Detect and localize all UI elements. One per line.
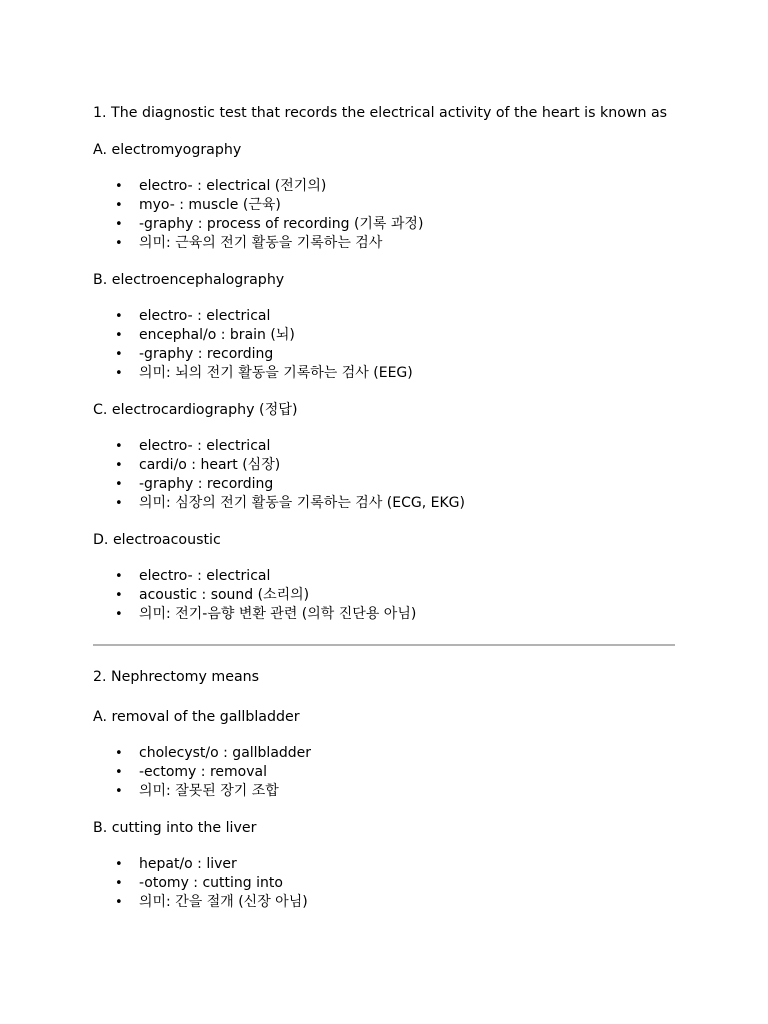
bullet-icon: •: [115, 746, 123, 761]
q1-option-b-terms: [93, 307, 693, 383]
bullet-icon: •: [115, 784, 123, 799]
term-text: -graphy : recording: [139, 476, 274, 492]
q1-option-d-terms: [93, 567, 693, 624]
list-item: [93, 177, 693, 196]
bullet-icon: •: [115, 876, 123, 891]
q2-option-b: B. cutting into the liver: [93, 820, 257, 836]
q1-option-b: B. electroencephalography: [93, 272, 285, 288]
list-item: [93, 586, 693, 605]
horizontal-divider: [93, 644, 675, 646]
term-text: myo- : muscle (근육): [139, 197, 281, 213]
term-text: -graphy : process of recording (기록 과정): [139, 216, 424, 232]
bullet-icon: •: [115, 366, 123, 381]
bullet-icon: •: [115, 857, 123, 872]
term-text: 의미: 심장의 전기 활동을 기록하는 검사 (ECG, EKG): [139, 495, 465, 511]
list-item: [93, 494, 693, 513]
list-item: [93, 855, 693, 874]
bullet-icon: •: [115, 198, 123, 213]
term-text: hepat/o : liver: [139, 856, 237, 872]
term-text: 의미: 근육의 전기 활동을 기록하는 검사: [139, 235, 383, 251]
q2-option-a-terms: [93, 744, 693, 801]
list-item: [93, 307, 693, 326]
bullet-icon: •: [115, 895, 123, 910]
list-item: [93, 763, 693, 782]
bullet-icon: •: [115, 328, 123, 343]
term-text: electro- : electrical: [139, 438, 271, 454]
term-text: -ectomy : removal: [139, 764, 267, 780]
q2-option-b-terms: [93, 855, 693, 912]
list-item: [93, 475, 693, 494]
list-item: [93, 782, 693, 801]
list-item: [93, 196, 693, 215]
bullet-icon: •: [115, 179, 123, 194]
bullet-icon: •: [115, 458, 123, 473]
list-item: [93, 437, 693, 456]
list-item: [93, 234, 693, 253]
term-text: 의미: 잘못된 장기 조합: [139, 783, 279, 799]
bullet-icon: •: [115, 607, 123, 622]
bullet-icon: •: [115, 217, 123, 232]
list-item: [93, 326, 693, 345]
bullet-icon: •: [115, 569, 123, 584]
term-text: electro- : electrical: [139, 568, 271, 584]
list-item: [93, 605, 693, 624]
term-text: 의미: 뇌의 전기 활동을 기록하는 검사 (EEG): [139, 365, 413, 381]
bullet-icon: •: [115, 347, 123, 362]
bullet-icon: •: [115, 477, 123, 492]
term-text: cholecyst/o : gallbladder: [139, 745, 312, 761]
bullet-icon: •: [115, 439, 123, 454]
list-item: [93, 744, 693, 763]
bullet-icon: •: [115, 588, 123, 603]
bullet-icon: •: [115, 309, 123, 324]
list-item: [93, 456, 693, 475]
bullet-icon: •: [115, 765, 123, 780]
q1-option-d: D. electroacoustic: [93, 532, 221, 548]
term-text: 의미: 간을 절개 (신장 아님): [139, 894, 308, 910]
question-1: 1. The diagnostic test that records the electrical activity of the heart is known as: [93, 105, 668, 121]
q1-option-a-terms: [93, 177, 693, 253]
list-item: [93, 345, 693, 364]
term-text: encephal/o : brain (뇌): [139, 327, 295, 343]
term-text: acoustic : sound (소리의): [139, 587, 310, 603]
list-item: [93, 215, 693, 234]
q1-option-a: A. electromyography: [93, 142, 242, 158]
list-item: [93, 893, 693, 912]
question-2: 2. Nephrectomy means: [93, 669, 260, 685]
bullet-icon: •: [115, 236, 123, 251]
bullet-icon: •: [115, 496, 123, 511]
list-item: [93, 567, 693, 586]
document-page: [93, 104, 693, 930]
list-item: [93, 874, 693, 893]
term-text: cardi/o : heart (심장): [139, 457, 281, 473]
q1-option-c: C. electrocardiography (정답): [93, 402, 298, 418]
list-item: [93, 364, 693, 383]
term-text: -otomy : cutting into: [139, 875, 283, 891]
q2-option-a: A. removal of the gallbladder: [93, 709, 300, 725]
term-text: 의미: 전기-음향 변환 관련 (의학 진단용 아님): [139, 606, 417, 622]
term-text: electro- : electrical: [139, 308, 271, 324]
term-text: -graphy : recording: [139, 346, 274, 362]
q1-option-c-terms: [93, 437, 693, 513]
term-text: electro- : electrical (전기의): [139, 178, 327, 194]
